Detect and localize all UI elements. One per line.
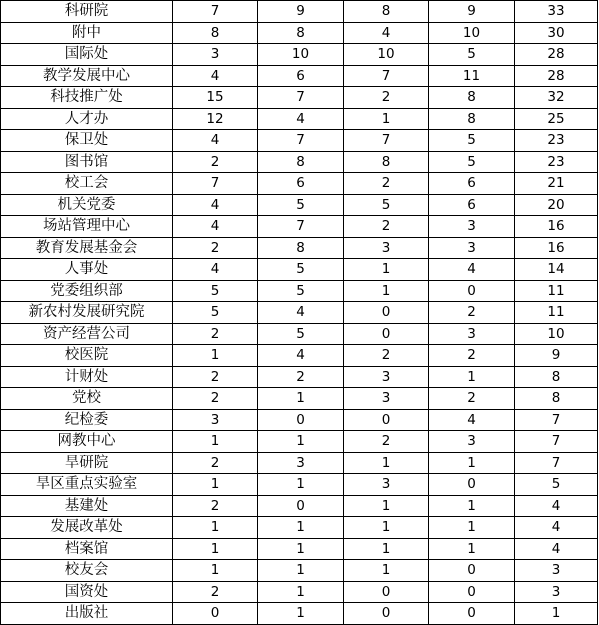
count-cell: 1 bbox=[173, 517, 258, 539]
table-row bbox=[1, 431, 598, 453]
unit-name-cell: 科研院 bbox=[1, 1, 173, 23]
count-cell: 8 bbox=[344, 151, 429, 173]
count-cell: 8 bbox=[429, 87, 515, 109]
count-cell: 0 bbox=[258, 409, 344, 431]
unit-name-cell: 计财处 bbox=[1, 366, 173, 388]
count-cell: 10 bbox=[429, 22, 515, 44]
count-cell: 3 bbox=[173, 44, 258, 66]
count-cell: 1 bbox=[258, 560, 344, 582]
table-row bbox=[1, 603, 598, 625]
count-cell: 5 bbox=[258, 280, 344, 302]
table-row bbox=[1, 388, 598, 410]
count-cell: 3 bbox=[429, 237, 515, 259]
count-cell: 1 bbox=[344, 517, 429, 539]
table-row bbox=[1, 216, 598, 238]
table-row bbox=[1, 237, 598, 259]
unit-name-cell: 出版社 bbox=[1, 603, 173, 625]
count-cell: 4 bbox=[258, 302, 344, 324]
count-cell: 0 bbox=[344, 581, 429, 603]
count-cell: 10 bbox=[344, 44, 429, 66]
table-row bbox=[1, 495, 598, 517]
count-cell: 4 bbox=[258, 345, 344, 367]
count-cell: 1 bbox=[344, 259, 429, 281]
count-cell: 5 bbox=[258, 259, 344, 281]
count-cell: 4 bbox=[173, 130, 258, 152]
table-row bbox=[1, 1, 598, 23]
count-cell: 5 bbox=[258, 323, 344, 345]
count-cell: 1 bbox=[173, 431, 258, 453]
count-cell: 8 bbox=[173, 22, 258, 44]
total-cell: 25 bbox=[515, 108, 598, 130]
count-cell: 6 bbox=[258, 65, 344, 87]
count-cell: 1 bbox=[173, 345, 258, 367]
total-cell: 28 bbox=[515, 44, 598, 66]
count-cell: 3 bbox=[429, 216, 515, 238]
count-cell: 3 bbox=[344, 388, 429, 410]
count-cell: 0 bbox=[344, 302, 429, 324]
total-cell: 14 bbox=[515, 259, 598, 281]
count-cell: 0 bbox=[429, 474, 515, 496]
total-cell: 7 bbox=[515, 431, 598, 453]
count-cell: 7 bbox=[258, 130, 344, 152]
count-cell: 4 bbox=[429, 259, 515, 281]
unit-name-cell: 国资处 bbox=[1, 581, 173, 603]
unit-name-cell: 保卫处 bbox=[1, 130, 173, 152]
total-cell: 8 bbox=[515, 388, 598, 410]
count-cell: 8 bbox=[258, 151, 344, 173]
table-row bbox=[1, 130, 598, 152]
table-row bbox=[1, 366, 598, 388]
table-row bbox=[1, 22, 598, 44]
count-cell: 0 bbox=[429, 560, 515, 582]
count-cell: 1 bbox=[429, 517, 515, 539]
count-cell: 1 bbox=[344, 560, 429, 582]
count-cell: 2 bbox=[344, 345, 429, 367]
total-cell: 11 bbox=[515, 280, 598, 302]
total-cell: 21 bbox=[515, 173, 598, 195]
count-cell: 4 bbox=[429, 409, 515, 431]
unit-name-cell: 发展改革处 bbox=[1, 517, 173, 539]
count-cell: 2 bbox=[258, 366, 344, 388]
count-cell: 5 bbox=[429, 130, 515, 152]
count-cell: 9 bbox=[429, 1, 515, 23]
count-cell: 7 bbox=[344, 130, 429, 152]
table-row bbox=[1, 560, 598, 582]
count-cell: 0 bbox=[173, 603, 258, 625]
count-cell: 7 bbox=[344, 65, 429, 87]
unit-name-cell: 校友会 bbox=[1, 560, 173, 582]
unit-name-cell: 档案馆 bbox=[1, 538, 173, 560]
table-row bbox=[1, 44, 598, 66]
count-cell: 3 bbox=[173, 409, 258, 431]
count-cell: 4 bbox=[173, 65, 258, 87]
table-row bbox=[1, 345, 598, 367]
unit-name-cell: 国际处 bbox=[1, 44, 173, 66]
total-cell: 23 bbox=[515, 130, 598, 152]
total-cell: 30 bbox=[515, 22, 598, 44]
table-row bbox=[1, 280, 598, 302]
unit-name-cell: 旱研院 bbox=[1, 452, 173, 474]
count-cell: 5 bbox=[173, 280, 258, 302]
unit-name-cell: 人才办 bbox=[1, 108, 173, 130]
count-cell: 15 bbox=[173, 87, 258, 109]
count-cell: 2 bbox=[429, 345, 515, 367]
count-cell: 1 bbox=[258, 603, 344, 625]
total-cell: 9 bbox=[515, 345, 598, 367]
count-cell: 5 bbox=[173, 302, 258, 324]
count-cell: 2 bbox=[173, 151, 258, 173]
unit-name-cell: 机关党委 bbox=[1, 194, 173, 216]
unit-name-cell: 网教中心 bbox=[1, 431, 173, 453]
count-cell: 1 bbox=[173, 474, 258, 496]
count-cell: 2 bbox=[173, 366, 258, 388]
table-row bbox=[1, 259, 598, 281]
total-cell: 3 bbox=[515, 581, 598, 603]
total-cell: 33 bbox=[515, 1, 598, 23]
unit-name-cell: 党校 bbox=[1, 388, 173, 410]
count-cell: 1 bbox=[258, 431, 344, 453]
table-row bbox=[1, 323, 598, 345]
count-cell: 2 bbox=[429, 388, 515, 410]
count-cell: 0 bbox=[429, 280, 515, 302]
unit-name-cell: 资产经营公司 bbox=[1, 323, 173, 345]
unit-name-cell: 纪检委 bbox=[1, 409, 173, 431]
unit-name-cell: 党委组织部 bbox=[1, 280, 173, 302]
unit-name-cell: 教育发展基金会 bbox=[1, 237, 173, 259]
total-cell: 16 bbox=[515, 216, 598, 238]
table-row bbox=[1, 452, 598, 474]
count-cell: 8 bbox=[344, 1, 429, 23]
unit-name-cell: 基建处 bbox=[1, 495, 173, 517]
count-cell: 0 bbox=[429, 603, 515, 625]
count-cell: 1 bbox=[429, 538, 515, 560]
count-cell: 6 bbox=[429, 194, 515, 216]
count-cell: 2 bbox=[344, 87, 429, 109]
count-cell: 1 bbox=[258, 517, 344, 539]
count-cell: 2 bbox=[429, 302, 515, 324]
total-cell: 7 bbox=[515, 409, 598, 431]
count-cell: 7 bbox=[258, 216, 344, 238]
unit-name-cell: 图书馆 bbox=[1, 151, 173, 173]
unit-name-cell: 科技推广处 bbox=[1, 87, 173, 109]
count-cell: 1 bbox=[258, 474, 344, 496]
count-cell: 6 bbox=[258, 173, 344, 195]
table-row bbox=[1, 538, 598, 560]
count-cell: 3 bbox=[429, 323, 515, 345]
count-cell: 3 bbox=[344, 474, 429, 496]
count-cell: 2 bbox=[173, 388, 258, 410]
total-cell: 32 bbox=[515, 87, 598, 109]
count-cell: 4 bbox=[344, 22, 429, 44]
total-cell: 3 bbox=[515, 560, 598, 582]
count-cell: 1 bbox=[173, 538, 258, 560]
count-cell: 1 bbox=[258, 538, 344, 560]
table-row bbox=[1, 409, 598, 431]
count-cell: 1 bbox=[344, 538, 429, 560]
count-cell: 1 bbox=[429, 366, 515, 388]
table-row bbox=[1, 194, 598, 216]
count-cell: 1 bbox=[429, 452, 515, 474]
table-row bbox=[1, 517, 598, 539]
count-cell: 4 bbox=[173, 194, 258, 216]
total-cell: 4 bbox=[515, 517, 598, 539]
table-row bbox=[1, 581, 598, 603]
count-cell: 3 bbox=[258, 452, 344, 474]
total-cell: 20 bbox=[515, 194, 598, 216]
count-cell: 2 bbox=[344, 173, 429, 195]
total-cell: 11 bbox=[515, 302, 598, 324]
count-cell: 12 bbox=[173, 108, 258, 130]
count-cell: 9 bbox=[258, 1, 344, 23]
count-cell: 3 bbox=[344, 237, 429, 259]
total-cell: 16 bbox=[515, 237, 598, 259]
table-row bbox=[1, 65, 598, 87]
count-cell: 5 bbox=[258, 194, 344, 216]
count-cell: 8 bbox=[258, 237, 344, 259]
count-cell: 3 bbox=[344, 366, 429, 388]
count-cell: 2 bbox=[173, 495, 258, 517]
table-row bbox=[1, 474, 598, 496]
count-cell: 2 bbox=[173, 323, 258, 345]
count-cell: 5 bbox=[344, 194, 429, 216]
count-cell: 2 bbox=[173, 581, 258, 603]
count-cell: 5 bbox=[429, 44, 515, 66]
count-cell: 1 bbox=[344, 108, 429, 130]
count-cell: 0 bbox=[429, 581, 515, 603]
total-cell: 1 bbox=[515, 603, 598, 625]
total-cell: 7 bbox=[515, 452, 598, 474]
count-cell: 1 bbox=[344, 452, 429, 474]
count-cell: 1 bbox=[344, 495, 429, 517]
table-row bbox=[1, 302, 598, 324]
count-cell: 8 bbox=[258, 22, 344, 44]
count-cell: 0 bbox=[344, 323, 429, 345]
table-row bbox=[1, 108, 598, 130]
count-cell: 4 bbox=[173, 216, 258, 238]
count-cell: 1 bbox=[173, 560, 258, 582]
count-cell: 5 bbox=[429, 151, 515, 173]
unit-name-cell: 场站管理中心 bbox=[1, 216, 173, 238]
unit-name-cell: 人事处 bbox=[1, 259, 173, 281]
unit-name-cell: 校医院 bbox=[1, 345, 173, 367]
unit-name-cell: 附中 bbox=[1, 22, 173, 44]
count-cell: 1 bbox=[429, 495, 515, 517]
unit-name-cell: 旱区重点实验室 bbox=[1, 474, 173, 496]
count-cell: 11 bbox=[429, 65, 515, 87]
count-cell: 2 bbox=[173, 237, 258, 259]
unit-name-cell: 校工会 bbox=[1, 173, 173, 195]
count-cell: 0 bbox=[344, 409, 429, 431]
count-cell: 7 bbox=[173, 1, 258, 23]
count-cell: 7 bbox=[173, 173, 258, 195]
count-cell: 1 bbox=[258, 388, 344, 410]
unit-name-cell: 教学发展中心 bbox=[1, 65, 173, 87]
table-row bbox=[1, 87, 598, 109]
table-body bbox=[1, 1, 598, 625]
total-cell: 23 bbox=[515, 151, 598, 173]
count-cell: 3 bbox=[429, 431, 515, 453]
total-cell: 5 bbox=[515, 474, 598, 496]
total-cell: 4 bbox=[515, 538, 598, 560]
table-row bbox=[1, 151, 598, 173]
count-cell: 1 bbox=[258, 581, 344, 603]
total-cell: 8 bbox=[515, 366, 598, 388]
count-cell: 6 bbox=[429, 173, 515, 195]
count-cell: 2 bbox=[344, 431, 429, 453]
count-cell: 2 bbox=[173, 452, 258, 474]
total-cell: 4 bbox=[515, 495, 598, 517]
count-cell: 4 bbox=[258, 108, 344, 130]
total-cell: 10 bbox=[515, 323, 598, 345]
count-cell: 1 bbox=[344, 280, 429, 302]
count-cell: 8 bbox=[429, 108, 515, 130]
table-row bbox=[1, 173, 598, 195]
count-cell: 2 bbox=[344, 216, 429, 238]
unit-name-cell: 新农村发展研究院 bbox=[1, 302, 173, 324]
count-cell: 7 bbox=[258, 87, 344, 109]
count-cell: 4 bbox=[173, 259, 258, 281]
total-cell: 28 bbox=[515, 65, 598, 87]
count-cell: 10 bbox=[258, 44, 344, 66]
count-cell: 0 bbox=[258, 495, 344, 517]
count-cell: 0 bbox=[344, 603, 429, 625]
